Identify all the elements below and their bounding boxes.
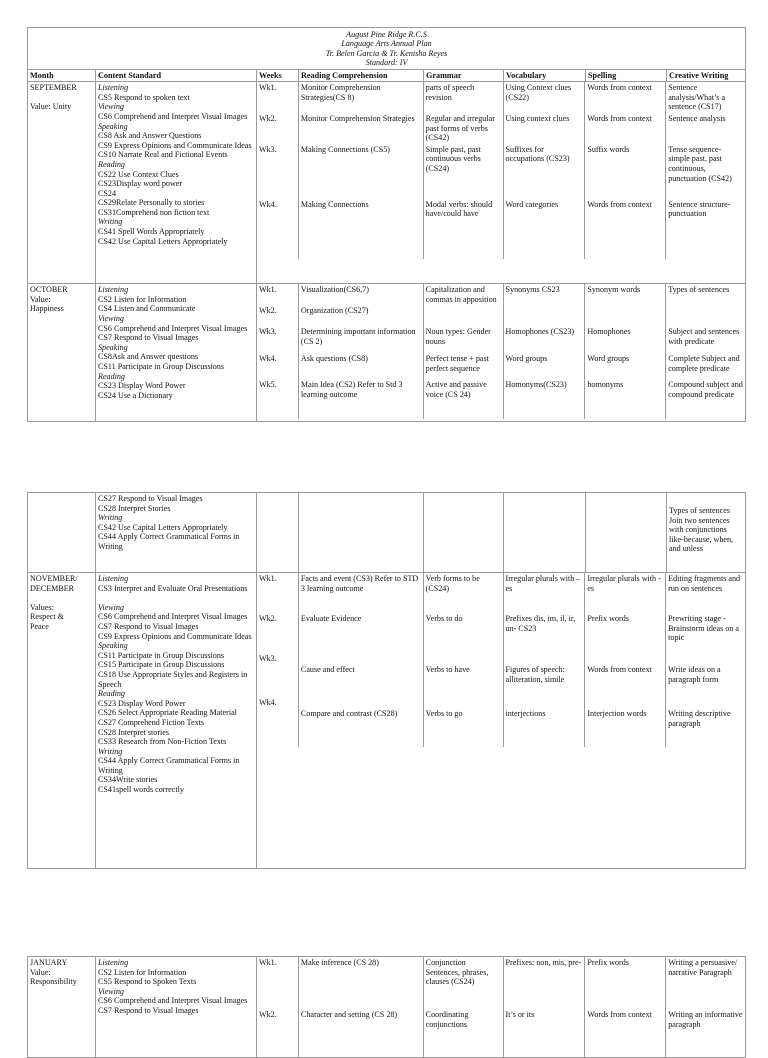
weeks-block <box>257 82 746 284</box>
week-row <box>257 144 745 199</box>
vocabulary-cell: Homonyms(CS23) <box>504 379 586 419</box>
vocabulary-cell <box>504 305 586 326</box>
week-cell: Wk4. <box>257 199 299 259</box>
reading-cell: Facts and event (CS3) Refer to STD 3 learning outcome <box>299 573 424 613</box>
strand-heading: Speaking <box>98 121 128 131</box>
grammar-cell: Active and passive voice (CS 24) <box>424 379 504 419</box>
week-cell: Wk4. <box>257 353 299 379</box>
month-cell <box>28 493 96 573</box>
month-cell <box>28 82 96 284</box>
january-row <box>28 957 746 1058</box>
strand-heading: Viewing <box>98 313 124 323</box>
spelling-cell: Word groups <box>585 353 666 379</box>
creative-writing-cell <box>667 493 746 573</box>
grammar-cell: Perfect tense + past perfect sequence <box>424 353 504 379</box>
plan-table-3 <box>27 956 746 1058</box>
creative-writing-cell: Writing an informative paragraph <box>668 1010 743 1029</box>
spelling-cell: Words from context <box>585 1009 666 1057</box>
grammar-cell: Verbs to have <box>424 653 504 697</box>
reading-cell: Monitor Comprehension Strategies(CS 8) <box>299 82 424 113</box>
month-cell <box>28 284 96 422</box>
spelling-cell: Synonym words <box>585 284 666 305</box>
document-header <box>28 28 746 70</box>
school-name: August Pine Ridge R.C.S <box>346 30 427 39</box>
spelling-cell: Homophones <box>585 326 666 353</box>
week-row <box>257 353 745 379</box>
vocabulary-cell: Figures of speech: alliteration, simile <box>504 653 586 697</box>
reading-cell: Organization (CS27) <box>299 305 424 326</box>
week-cell: Wk2. <box>257 305 299 326</box>
standard-line: CS2 Listen for Information <box>98 967 187 977</box>
reading-cell: Cause and effect <box>299 653 424 697</box>
plan-table-2 <box>27 492 746 869</box>
week-cell: Wk1. <box>257 573 299 613</box>
standard-line: CS3 Interpret and Evaluate Oral Presentations <box>98 583 248 593</box>
week-row <box>257 653 745 697</box>
standard-line: CS9 Express Opinions and Communicate Ideas <box>98 631 252 641</box>
spelling-cell <box>585 305 666 326</box>
strand-heading: Viewing <box>98 986 124 996</box>
spelling-cell: Words from context <box>585 199 666 259</box>
standard-line: CS18 Use Appropriate Styles and Registers in Speech <box>98 669 248 689</box>
reading-cell: Ask questions (CS8) <box>299 353 424 379</box>
spelling-cell: Words from context <box>585 653 666 697</box>
reading-cell: Making Connections (CS5) <box>299 144 424 199</box>
week-row <box>257 305 745 326</box>
standard-line: Standard: IV <box>365 58 408 68</box>
month-line: NOVEMBER/ <box>30 574 78 583</box>
col-spelling: Spelling <box>586 69 667 82</box>
creative-writing-cell: Types of sentences <box>668 285 730 295</box>
grammar-cell: Noun types: Gender nouns <box>424 326 504 353</box>
month-line <box>30 593 93 603</box>
standard-line: CS41 Spell Words Appropriately <box>98 227 205 237</box>
creative-writing-cell: Tense sequence- simple past, past continuous, punctuation (CS42) <box>668 144 732 183</box>
grammar-cell: Conjunction Sentences, phrases, clauses (CS24) <box>424 957 504 1009</box>
month-line: Value: <box>30 294 51 304</box>
october-row <box>28 284 746 422</box>
col-month: Month <box>28 69 96 82</box>
weeks-list <box>257 284 745 419</box>
standard-line: CS31Comprehend non fiction text <box>98 207 210 217</box>
weeks-list <box>257 82 745 259</box>
content-standard-cell <box>96 493 257 573</box>
vocabulary-cell: Irregular plurals with –es <box>504 573 586 613</box>
week-cell: Wk3. <box>257 653 299 697</box>
month-line: Responsibility <box>30 977 77 987</box>
standard-line: CS5 Respond to Spoken Texts <box>98 977 197 987</box>
month-cell <box>28 573 96 869</box>
standard-line: CS23 Display Word Power <box>98 698 186 708</box>
standard-line: CS29Relate Personally to stories <box>98 198 205 208</box>
content-standard-cell <box>96 957 257 1058</box>
creative-writing-cell: Writing descriptive paragraph <box>668 709 731 728</box>
month-line: Respect & <box>30 612 64 622</box>
reading-cell: Monitor Comprehension Strategies <box>299 113 424 144</box>
week-cell: Wk4. <box>257 697 299 747</box>
grammar-cell: Coordinating conjunctions <box>424 1009 504 1057</box>
standard-line: CS42 Use Capital Letters Appropriately <box>98 236 228 246</box>
standard-line: CS28 Interpret stories <box>98 727 170 737</box>
standard-line: CS44 Apply Correct Grammatical Forms in Writing <box>98 756 240 775</box>
month-line: Value: <box>30 967 51 977</box>
creative-writing-cell: Prewriting stage -Brainstorm ideas on a topic <box>668 614 739 643</box>
spelling-cell: Words from context <box>585 82 666 113</box>
week-row <box>257 697 745 747</box>
strand-heading: Writing <box>98 513 123 523</box>
grammar-cell: Verbs to go <box>424 697 504 747</box>
creative-writing-cell: Writing a persuasive/ narrative Paragraph <box>668 958 738 977</box>
grammar-cell: parts of speech revision <box>424 82 504 113</box>
standard-line: CS8 Ask and Answer Questions <box>98 131 202 141</box>
week-row <box>257 113 745 144</box>
standard-line: CS7 Respond to Visual Images <box>98 1005 199 1015</box>
spelling-cell: homonyms <box>585 379 666 419</box>
month-line: Value: Unity <box>30 102 72 112</box>
grammar-cell: Simple past, past continuous verbs (CS24) <box>424 144 504 199</box>
col-creative-writing: Creative Writing <box>667 69 746 82</box>
strand-heading: Speaking <box>98 342 128 352</box>
standard-line: CS24 Use a Dictionary <box>98 390 173 400</box>
weeks-block <box>257 957 746 1058</box>
col-vocabulary: Vocabulary <box>504 69 586 82</box>
strand-heading: Writing <box>98 746 123 756</box>
vocabulary-cell: Homophones (CS23) <box>504 326 586 353</box>
week-row <box>257 199 745 259</box>
week-row <box>257 326 745 353</box>
vocabulary-cell: Word groups <box>504 353 586 379</box>
month-cell <box>28 957 96 1058</box>
standard-line: CS7 Respond to Visual Images <box>98 621 199 631</box>
plan-table-1 <box>27 27 746 422</box>
plan-title: Language Arts Annual Plan <box>341 39 432 49</box>
strand-heading: Listening <box>98 285 129 295</box>
col-content-standard: Content Standard <box>96 69 257 82</box>
creative-writing-cell: Subject and sentences with predicate <box>668 327 740 346</box>
standard-line: CS23 Display Word Power <box>98 381 186 391</box>
grammar-cell: Verb forms to be (CS24) <box>424 573 504 613</box>
september-row <box>28 82 746 284</box>
standard-line: CS10 Narrate Real and Fictional Events <box>98 150 228 160</box>
standard-line: CS4 Listen and Communicate <box>98 304 196 314</box>
grammar-cell: Capitalization and commas in apposition <box>424 284 504 305</box>
strand-heading: Listening <box>98 958 129 967</box>
strand-heading: Viewing <box>98 602 124 612</box>
creative-writing-cell: Complete Subject and complete predicate <box>668 354 740 373</box>
weeks-block <box>257 573 746 869</box>
month-line: JANUARY <box>30 958 68 967</box>
reading-cell: Evaluate Evidence <box>299 613 424 653</box>
vocabulary-cell: Prefixes dis, im, il, ir, un- CS23 <box>504 613 586 653</box>
reading-cell: Determining important information (CS 2) <box>299 326 424 353</box>
creative-writing-cell: Compound subject and compound predicate <box>668 380 743 399</box>
vocabulary-cell: Using context clues <box>504 113 586 144</box>
standard-line: CS23Display word power <box>98 179 183 189</box>
month-line: Values: <box>30 602 54 612</box>
standard-line <box>98 593 254 603</box>
standard-line: CS2 Listen for Information <box>98 294 187 304</box>
week-row <box>257 573 745 613</box>
strand-heading: Reading <box>98 689 125 699</box>
standard-line: CS34Write stories <box>98 775 158 785</box>
spelling-cell: Prefix words <box>585 613 666 653</box>
vocabulary-cell: interjections <box>504 697 586 747</box>
creative-writing-cell <box>666 305 745 326</box>
content-standard-cell <box>96 82 257 284</box>
spelling-cell: Prefix words <box>585 957 666 1009</box>
standard-line: CS6 Comprehend and Interpret Visual Images <box>98 612 248 622</box>
column-header-row <box>28 69 746 82</box>
teachers-line: Tr. Belen Garcia & Tr. Kenisha Reyes <box>325 48 448 58</box>
vocabulary-cell: Synonyms CS23 <box>504 284 586 305</box>
grammar-cell: Regular and irregular past forms of verbs (CS42) <box>424 113 504 144</box>
creative-writing-cell: Editing fragments and run on sentences <box>668 574 741 593</box>
weeks-block <box>257 284 746 422</box>
week-row <box>257 1009 745 1057</box>
week-cell: Wk5. <box>257 379 299 419</box>
reading-cell: Making Connections <box>299 199 424 259</box>
standard-line: CS11 Participate in Group Discussions <box>98 361 225 371</box>
month-line <box>30 93 93 103</box>
strand-heading: Reading <box>98 371 125 381</box>
month-line: Peace <box>30 621 49 631</box>
grammar-cell <box>424 493 504 573</box>
creative-writing-cell: Sentence analysis <box>668 113 726 123</box>
strand-heading: Viewing <box>98 102 124 112</box>
weeks-list <box>257 573 745 747</box>
strand-heading: Listening <box>98 83 129 93</box>
week-row <box>257 957 745 1009</box>
standard-line: CS24 <box>98 188 116 198</box>
reading-cell: Make inference (CS 28) <box>299 957 424 1009</box>
spelling-cell <box>586 493 667 573</box>
col-grammar: Grammar <box>424 69 504 82</box>
vocabulary-cell: It’s or its <box>504 1009 586 1057</box>
reading-cell: Compare and contrast (CS28) <box>299 697 424 747</box>
standard-line: CS6 Comprehend and Interpret Visual Images <box>98 996 248 1006</box>
strand-heading: Speaking <box>98 641 128 651</box>
standard-line: CS6 Comprehend and Interpret Visual Images <box>98 111 248 121</box>
standard-line: CS27 Respond to Visual Images <box>98 494 203 503</box>
standard-line: CS5 Respond to spoken text <box>98 92 190 102</box>
vocabulary-cell <box>504 493 586 573</box>
strand-heading: Reading <box>98 159 125 169</box>
standard-line: CS6 Comprehend and Interpret Visual Images <box>98 323 248 333</box>
standard-line: CS7 Respond to Visual Images <box>98 333 199 343</box>
vocabulary-cell: Prefixes: non, mis, pre- <box>504 957 586 1009</box>
month-line: OCTOBER <box>30 285 68 295</box>
spelling-cell: Interjection words <box>585 697 666 747</box>
standard-line: CS22 Use Context Clues <box>98 169 179 179</box>
october-continued-row <box>28 493 746 573</box>
standard-line: CS11 Participate in Group Discussions <box>98 650 225 660</box>
creative-writing-cell: Write ideas on a paragraph form <box>668 665 721 684</box>
reading-cell: Visualization(CS6,7) <box>299 284 424 305</box>
standard-line: CS15 Participate in Group Discussions <box>98 660 225 670</box>
month-line: SEPTEMBER <box>30 83 77 93</box>
weeks-cell <box>257 493 299 573</box>
content-standard-cell <box>96 573 257 869</box>
reading-cell: Character and setting (CS 28) <box>299 1009 424 1057</box>
week-row <box>257 613 745 653</box>
week-cell: Wk2. <box>257 613 299 653</box>
grammar-cell <box>424 305 504 326</box>
col-weeks: Weeks <box>257 69 299 82</box>
standard-line: CS27 Comprehend Fiction Texts <box>98 717 205 727</box>
week-row <box>257 284 745 305</box>
week-cell: Wk3. <box>257 144 299 199</box>
standard-line: CS26 Select Appropriate Reading Material <box>98 708 237 718</box>
week-cell: Wk1. <box>257 957 299 1009</box>
creative-writing-cell: Sentence analysis/What’s a sentence (CS17) <box>668 83 726 112</box>
week-cell: Wk2. <box>257 113 299 144</box>
weeks-list <box>257 957 745 1057</box>
creative-writing-cell: Sentence structure- punctuation <box>668 199 731 219</box>
strand-heading: Writing <box>98 217 123 227</box>
week-row <box>257 379 745 419</box>
document-header-row <box>28 28 746 70</box>
standard-line: CS28 Interpret Stories <box>98 503 171 513</box>
week-row <box>257 82 745 113</box>
month-line: DECEMBER <box>30 583 75 593</box>
standard-line: CS8Ask and Answer questions <box>98 352 199 362</box>
reading-cell: Main Idea (CS2) Refer to Std 3 learning outcome <box>299 379 424 419</box>
standard-line: CS44 Apply Correct Grammatical Forms in Writing <box>98 532 240 551</box>
standard-line: CS41spell words correctly <box>98 785 184 795</box>
spelling-cell: Suffix words <box>585 144 666 199</box>
spelling-cell: Irregular plurals with -es <box>585 573 666 613</box>
week-cell: Wk3. <box>257 326 299 353</box>
spelling-cell: Words from context <box>585 113 666 144</box>
vocabulary-cell: Suffixes for occupations (CS23) <box>504 144 586 199</box>
grammar-cell: Modal verbs: should have/could have <box>424 199 504 259</box>
standard-line: CS9 Express Opinions and Communicate Ideas <box>98 140 252 150</box>
standard-line: CS42 Use Capital Letters Appropriately <box>98 522 228 532</box>
vocabulary-cell: Word categories <box>504 199 586 259</box>
november-december-row <box>28 573 746 869</box>
creative-writing-text: Types of sentences Join two sentences with conjunctions like-because, when, and unless <box>669 506 734 554</box>
vocabulary-cell: Using Context clues (CS22) <box>504 82 586 113</box>
col-reading: Reading Comprehension <box>299 69 424 82</box>
grammar-cell: Verbs to do <box>424 613 504 653</box>
reading-cell <box>299 493 424 573</box>
content-standard-cell <box>96 284 257 422</box>
week-cell: Wk1. <box>257 82 299 113</box>
week-cell: Wk1. <box>257 284 299 305</box>
month-line: Happiness <box>30 304 64 314</box>
standard-line: CS33 Research from Non-Fiction Texts <box>98 737 227 747</box>
week-cell: Wk2. <box>257 1009 299 1057</box>
strand-heading: Listening <box>98 574 129 583</box>
